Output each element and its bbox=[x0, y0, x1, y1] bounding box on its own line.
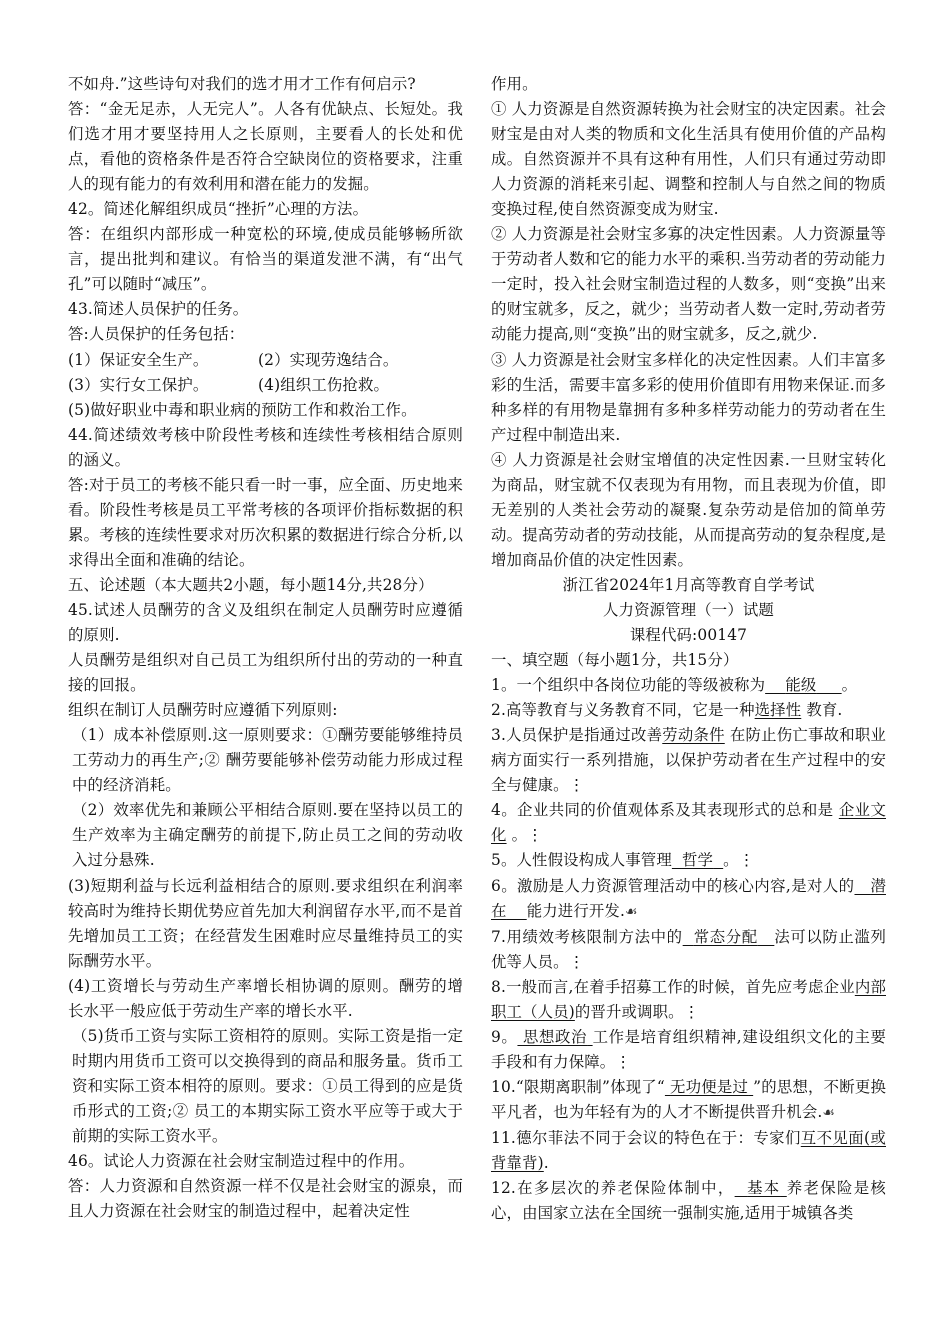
fill-5-text: 5。人性假设构成人事管理 bbox=[491, 851, 672, 870]
fill-6-text: 6。激励是人力资源管理活动中的核心内容,是对人的 bbox=[491, 876, 855, 895]
fill-item-12 bbox=[491, 1176, 886, 1226]
fill-10-answer-text: 无功便是过 bbox=[670, 1077, 749, 1096]
fill-12-answer bbox=[735, 1179, 787, 1197]
answer-43-item-3: (3）实行女工保护。 bbox=[68, 375, 209, 394]
fill-item-11 bbox=[491, 1126, 886, 1176]
fill-1-answer-text: 能级 bbox=[785, 676, 817, 695]
fill-3-answer: 劳动条件 bbox=[662, 726, 725, 745]
exam-code: 课程代码:00147 bbox=[629, 626, 748, 645]
scribble-mark-icon: ☙ bbox=[625, 903, 638, 920]
fill-10-text: 10.“限期离职制”体现了“ bbox=[491, 1077, 665, 1096]
fill-9-answer bbox=[517, 1028, 592, 1046]
fill-4-tail: 。⋮ bbox=[511, 826, 543, 845]
fill-8-answer: 内部职工（人员) bbox=[491, 977, 886, 1021]
answer-45-principle-4: (4)工资增长与劳动生产率增长相协调的原则。酬劳的增长水平一般应低于劳动生产率的增长水平. bbox=[68, 976, 463, 1020]
q41-tail: 不如舟.”这些诗句对我们的选才用才工作有何启示? bbox=[68, 75, 416, 93]
answer-44: 答:对于员工的考核不能只看一时一事，应全面、历史地来看。阶段性考核是员工平常考核的各项评价指标数据的积累。考核的连续性要求对历次积累的数据进行综合分析,以求得出全面和准确的结论。 bbox=[68, 475, 463, 569]
fill-8-text: 8.一般而言,在着手招募工作的时候，首先应考虑企业 bbox=[491, 977, 855, 996]
answer-45-principle-3: (3)短期利益与长远利益相结合的原则.要求组织在利润率较高时为维持长期优势应首先加大利润留存水平,而不是首先增加员工工资；在经营发生困难时应尽量维持员工的实际酬劳水平。 bbox=[68, 876, 463, 970]
section-5-heading: 五、论述题（本大题共2小题，每小题14分,共28分） bbox=[68, 575, 434, 594]
fill-2-text: 2.高等教育与义务教育不同，它是一种 bbox=[491, 701, 755, 720]
right-column bbox=[491, 72, 886, 1226]
fill-9-text: 9。 bbox=[491, 1027, 518, 1046]
answer-46-intro: 答：人力资源和自然资源一样不仅是社会财宝的源泉，而且人力资源在社会财宝的制造过程中，起着决定性 bbox=[68, 1177, 463, 1221]
answer-45-principle-2: （2）效率优先和兼顾公平相结合原则.要在坚持以员工的生产效率为主确定酬劳的前提下,防止员工之间的劳动收入过分悬殊. bbox=[72, 801, 463, 870]
fill-11-answer: 互不见面(或背靠背) bbox=[491, 1128, 886, 1173]
fill-item-9 bbox=[491, 1025, 886, 1075]
left-column bbox=[68, 72, 463, 1224]
question-44: 44.简述绩效考核中阶段性考核和连续性考核相结合原则的涵义。 bbox=[68, 425, 463, 469]
answer-46-point-2: ② 人力资源是社会财宝多寡的决定性因素。人力资源量等于劳动者人数和它的能力水平的乘积.当劳动者的劳动能力一定时，投入社会财宝制造过程的人数多，则“变换”出来的财宝就多，反之，就少；当劳动者人数一定时,劳动者劳动能力提高,则“变换”出的财宝就多，反之,就少. bbox=[491, 225, 886, 344]
fill-7-answer-text: 常态分配 bbox=[693, 927, 758, 946]
fill-item-10 bbox=[491, 1075, 886, 1126]
answer-46-point-4: ④ 人力资源是社会财宝增值的决定性因素.一旦财宝转化为商品，财宝就不仅表现为有用物，而且表现为价值，即无差别的人类社会劳动的凝聚.复杂劳动是倍加的简单劳动。提高劳动者的劳动技能，从而提高劳动的复杂程度,是增加商品价值的决定性因素。 bbox=[491, 450, 886, 569]
fill-item-7 bbox=[491, 925, 886, 975]
fill-1-text: 1。一个组织中各岗位功能的等级被称为 bbox=[491, 676, 766, 695]
fill-12-answer-text: 基本 bbox=[747, 1179, 781, 1198]
scribble-mark-icon: ☙ bbox=[822, 1104, 836, 1121]
fill-11-tail: . bbox=[543, 1154, 549, 1173]
answer-45-principle-1: （1）成本补偿原则.这一原则要求：①酬劳要能够维持员工劳动力的再生产;② 酬劳要能够补偿劳动能力形成过程中的经济消耗。 bbox=[72, 726, 463, 795]
fill-2-answer: 选择性 bbox=[754, 701, 802, 720]
answer-43-item-5: (5)做好职业中毒和职业病的预防工作和救治工作。 bbox=[68, 400, 417, 419]
fill-4-text: 4。企业共同的价值观体系及其表现形式的总和是 bbox=[491, 801, 834, 820]
question-43: 43.简述人员保护的任务。 bbox=[68, 300, 249, 319]
fill-item-4 bbox=[491, 798, 886, 848]
fill-item-1 bbox=[491, 673, 886, 698]
exam-title: 浙江省2024年1月高等教育自学考试 bbox=[562, 575, 815, 594]
fill-9-tail: 工作是培育组织精神,建设组织文化的主要手段和有力保障。⋮ bbox=[491, 1027, 887, 1071]
fill-7-tail: 法可以防止滥列优等人员。⋮ bbox=[491, 927, 886, 971]
fill-8-tail: 的晋升或调职。⋮ bbox=[574, 1002, 700, 1021]
answer-43-row-2 bbox=[68, 373, 463, 398]
answer-45-definition: 人员酬劳是组织对自己员工为组织所付出的劳动的一种直接的回报。 bbox=[68, 651, 463, 695]
answer-43-item-4: (4)组织工伤抢救。 bbox=[258, 375, 390, 394]
fill-7-text: 7.用绩效考核限制方法中的 bbox=[491, 927, 683, 946]
fill-item-2 bbox=[491, 698, 886, 723]
fill-11-text: 11.德尔菲法不同于会议的特色在于：专家们 bbox=[491, 1128, 801, 1147]
fill-3-tail: 在防止伤亡事故和职业病方面实行一系列措施，以保护劳动者在生产过程中的安全与健康。⋮ bbox=[491, 726, 886, 795]
fill-7-answer bbox=[683, 928, 775, 946]
answer-43-item-2: (2）实现劳逸结合。 bbox=[258, 350, 399, 369]
fill-2-tail: 教育. bbox=[806, 701, 843, 720]
answer-43-intro: 答:人员保护的任务包括： bbox=[68, 325, 245, 344]
answer-45-intro: 组织在制订人员酬劳时应遵循下列原则: bbox=[68, 701, 338, 720]
fill-5-answer-text: 哲学 bbox=[681, 851, 714, 870]
answer-46-intro-tail: 作用。 bbox=[491, 75, 538, 93]
fill-item-6 bbox=[491, 874, 886, 925]
fill-item-3 bbox=[491, 723, 886, 798]
fill-6-tail: 能力进行开发. bbox=[526, 901, 626, 920]
fill-4-answer: 企业文化 bbox=[491, 801, 886, 845]
answer-42: 答：在组织内部形成一种宽松的环境,使成员能够畅所欲言，提出批判和建议。有恰当的渠道发泄不满，有“出气孔”可以随时“减压”。 bbox=[68, 225, 463, 294]
answer-41: 答：“金无足赤，人无完人”。人各有优缺点、长短处。我们选才用才要坚持用人之长原则，主要看人的长处和优点，看他的资格条件是否符合空缺岗位的资格要求，注重人的现有能力的有效利用和潜在能力的发掘。 bbox=[68, 100, 463, 194]
question-42: 42。简述化解组织成员“挫折”心理的方法。 bbox=[68, 200, 369, 219]
fill-5-tail: 。⋮ bbox=[723, 851, 755, 870]
fill-3-text: 3.人员保护是指通过改善 bbox=[491, 726, 663, 745]
answer-43-row-1 bbox=[68, 348, 463, 373]
fill-9-answer-text: 思想政治 bbox=[522, 1027, 588, 1046]
answer-45-principle-5: （5)货币工资与实际工资相符的原则。实际工资是指一定时期内用货币工资可以交换得到的商品和服务量。货币工资和实际工资本相符的原则。要求：①员工得到的应是货币形式的工资;② 员工的本期实际工资水平应等于或大于前期的实际工资水平。 bbox=[72, 1026, 463, 1145]
question-46: 46。试论人力资源在社会财宝制造过程中的作用。 bbox=[68, 1152, 415, 1171]
fill-1-tail: 。 bbox=[841, 676, 858, 695]
fill-12-tail: 养老保险是核心，由国家立法在全国统一强制实施,适用于城镇各类 bbox=[491, 1179, 886, 1223]
fill-1-answer bbox=[765, 676, 841, 694]
answer-43-item-1: (1）保证安全生产。 bbox=[68, 350, 209, 369]
section-1-heading: 一、填空题（每小题1分，共15分） bbox=[491, 651, 739, 670]
fill-10-tail: ”的思想，不断更换平凡者，也为年轻有为的人才不断提供晋升机会. bbox=[491, 1077, 886, 1121]
fill-12-text: 12.在多层次的养老保险体制中， bbox=[491, 1179, 735, 1198]
question-45: 45.试述人员酬劳的含义及组织在制定人员酬劳时应遵循的原则. bbox=[68, 600, 463, 645]
answer-46-point-3: ③ 人力资源是社会财宝多样化的决定性因素。人们丰富多彩的生活，需要丰富多彩的使用价值即有用物来保证.而多种多样的有用物是靠拥有多种多样劳动能力的劳动者在生产过程中制造出来. bbox=[491, 350, 886, 444]
fill-item-5 bbox=[491, 848, 886, 873]
exam-subject: 人力资源管理（一）试题 bbox=[603, 600, 774, 619]
fill-6-answer-text: 潜在 bbox=[491, 876, 886, 920]
fill-10-answer bbox=[665, 1078, 753, 1096]
answer-46-point-1: ① 人力资源是自然资源转换为社会财宝的决定因素。社会财宝是由对人类的物质和文化生活具有使用价值的产品构成。自然资源并不具有这种有用性，人们只有通过劳动即人力资源的消耗来引起、调整和控制人与自然之间的物质变换过程,使自然资源变成为财宝. bbox=[491, 100, 886, 219]
fill-item-8 bbox=[491, 975, 886, 1025]
fill-5-answer bbox=[672, 851, 723, 869]
